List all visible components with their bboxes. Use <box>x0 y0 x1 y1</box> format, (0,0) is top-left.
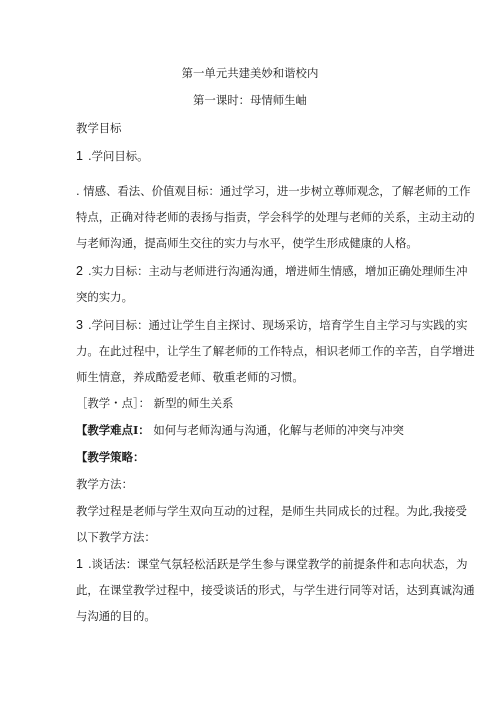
objectives-heading: 教学目标 <box>76 121 122 135</box>
objective-2-number: 2 <box>76 264 83 278</box>
process-line-2: 以下教学方法： <box>76 530 156 544</box>
difficulty-text: 如何与老师沟通与沟通，化解与老师的冲突与冲突 <box>153 423 404 437</box>
objective-2-text: .实力目标：主动与老师进行沟通沟通，增进师生情感，增加正确处理师生冲 <box>87 264 468 278</box>
emotion-objective-line-1: . 情感、看法、价值观目标：通过学习，进一步树立尊师观念，了解老师的工作 <box>76 184 471 198</box>
objective-3-text: .学问目标：通过让学生自主探讨、现场采访，培育学生自主学习与实践的实 <box>87 318 468 332</box>
method-1-line-3: 与沟通的目的。 <box>76 609 156 623</box>
strategy-label: 【教学策略： <box>76 450 145 464</box>
objective-3-line-2: 力。在此过程中，让学生了解老师的工作特点，相识老师工作的辛苦，自学增进 <box>76 344 475 358</box>
method-1-line-1 <box>76 557 467 571</box>
emotion-objective-line-2: 特点，正确对待老师的表扬与指责，学会科学的处理与老师的关系，主动主动的 <box>76 210 475 224</box>
methods-heading: 教学方法： <box>76 477 133 491</box>
document-subtitle: 第一课时：母情师生岫 <box>193 93 307 107</box>
process-line-1: 教学过程是老师与学生双向互动的过程，是师生共同成长的过程。为此,我接受 <box>76 504 467 518</box>
difficulty <box>76 423 404 437</box>
key-point-text: 新型的师生关系 <box>153 396 234 410</box>
objective-2-line-1 <box>76 264 467 278</box>
method-1-text: .谈话法：课堂气氛轻松活跃是学生参与课堂教学的前提条件和志向状态，为 <box>87 557 468 571</box>
emotion-objective-line-3: 与老师沟通，提高师生交往的实力与水平，使学生形成健康的人格。 <box>76 236 418 250</box>
objective-1-number: 1 <box>76 149 83 163</box>
objective-1 <box>76 149 149 163</box>
key-point <box>76 396 233 410</box>
difficulty-label: 【教学难点I： <box>76 423 150 437</box>
key-point-label: ［教学・点］： <box>76 396 151 410</box>
objective-3-line-3: 师生情意，养成酷爱老师、敬重老师的习惯。 <box>76 370 304 384</box>
method-1-number: 1 <box>76 557 83 571</box>
objective-3-number: 3 <box>76 318 83 332</box>
objective-3-line-1 <box>76 318 467 332</box>
objective-1-text: .学问目标。 <box>87 149 149 163</box>
document-title: 第一单元共建美妙和谐校内 <box>181 66 319 80</box>
method-1-line-2: 此，在课堂教学过程中，接受谈话的形式，与学生进行同等对话，达到真诚沟通 <box>76 583 475 597</box>
objective-2-line-2: 突的实力。 <box>76 290 133 304</box>
